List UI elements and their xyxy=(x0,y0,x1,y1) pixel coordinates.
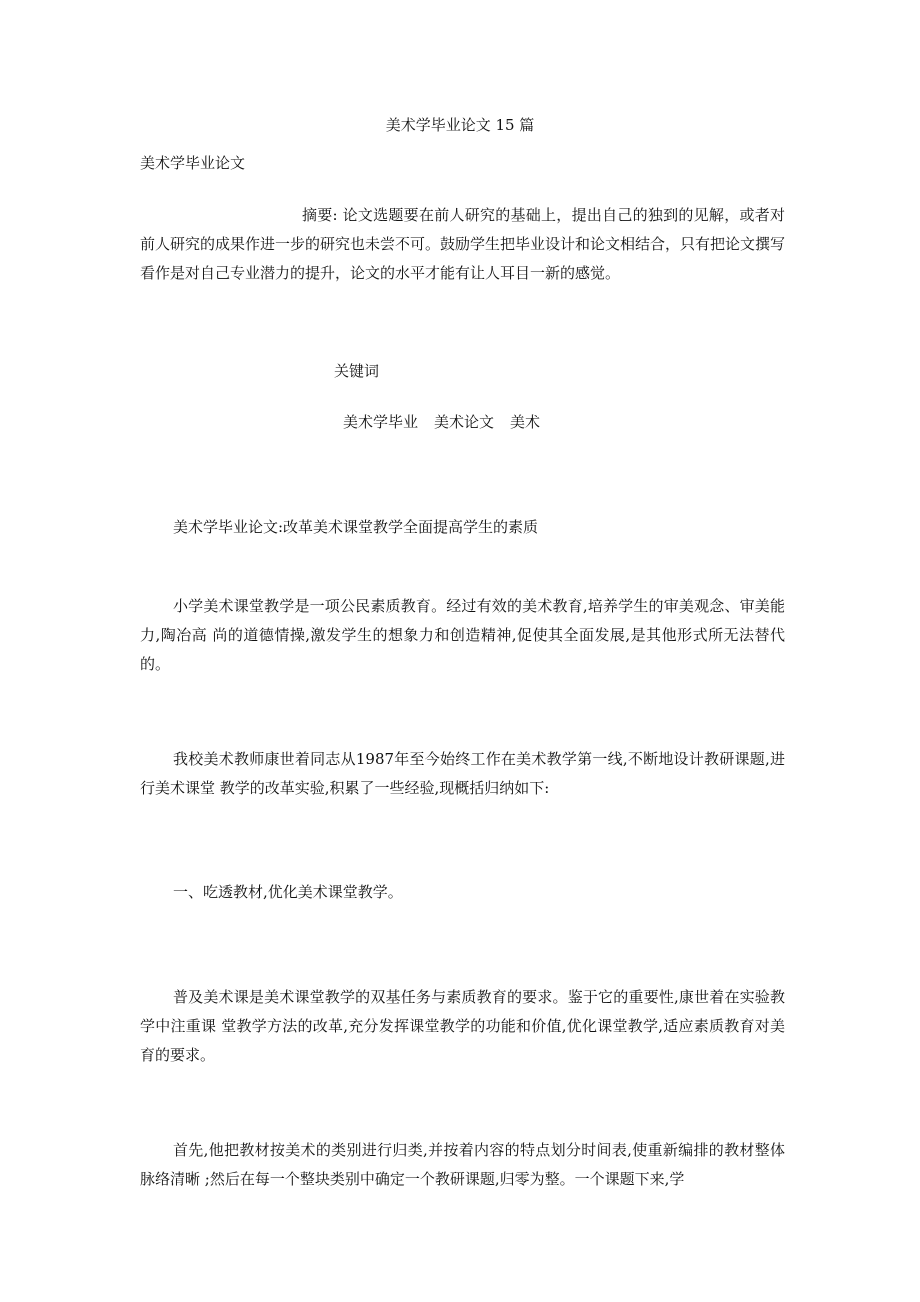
paragraph: 我校美术教师康世着同志从1987年至今始终工作在美术教学第一线,不断地设计教研课题,进行美术课堂 教学的改革实验,积累了一些经验,现概括归纳如下: xyxy=(140,750,785,797)
document-title: 美术学毕业论文 15 篇 xyxy=(385,116,535,134)
keyword-term: 美术 xyxy=(510,413,541,431)
keywords-label: 关键词 xyxy=(334,362,380,380)
abstract-label: 摘要: xyxy=(302,206,338,224)
abstract-text: 论文选题要在前人研究的基础上，提出自己的独到的见解，或者对前人研究的成果作进一步的研究也未尝不可。鼓励学生把毕业设计和论文相结合，只有把论文撰写看作是对自己专业潜力的提升，论文的水平才能有让人耳目一新的感觉。 xyxy=(140,206,786,282)
keyword-term: 美术学毕业 xyxy=(343,413,419,431)
document-subtitle: 美术学毕业论文 xyxy=(140,154,246,172)
paragraph: 首先,他把教材按美术的类别进行归类,并按着内容的特点划分时间表,使重新编排的教材整体脉络清晰 ;然后在每一个整块类别中确定一个教研课题,归零为整。一个课题下来,学 xyxy=(140,1141,785,1188)
paragraph: 小学美术课堂教学是一项公民素质教育。经过有效的美术教育,培养学生的审美观念、审美能力,陶冶高 尚的道德情操,激发学生的想象力和创造精神,促使其全面发展,是其他形式所无法替代的。 xyxy=(140,597,785,673)
paragraph: 普及美术课是美术课堂教学的双基任务与素质教育的要求。鉴于它的重要性,康世着在实验教学中注重课 堂教学方法的改革,充分发挥课堂教学的功能和价值,优化课堂教学,适应素质教育对美育的要求。 xyxy=(140,988,785,1064)
article-title: 美术学毕业论文:改革美术课堂教学全面提高学生的素质 xyxy=(173,518,539,536)
abstract xyxy=(140,201,785,288)
keywords-list xyxy=(343,408,540,437)
section-heading: 一、吃透教材,优化美术课堂教学。 xyxy=(173,883,403,901)
keyword-term: 美术论文 xyxy=(434,413,495,431)
